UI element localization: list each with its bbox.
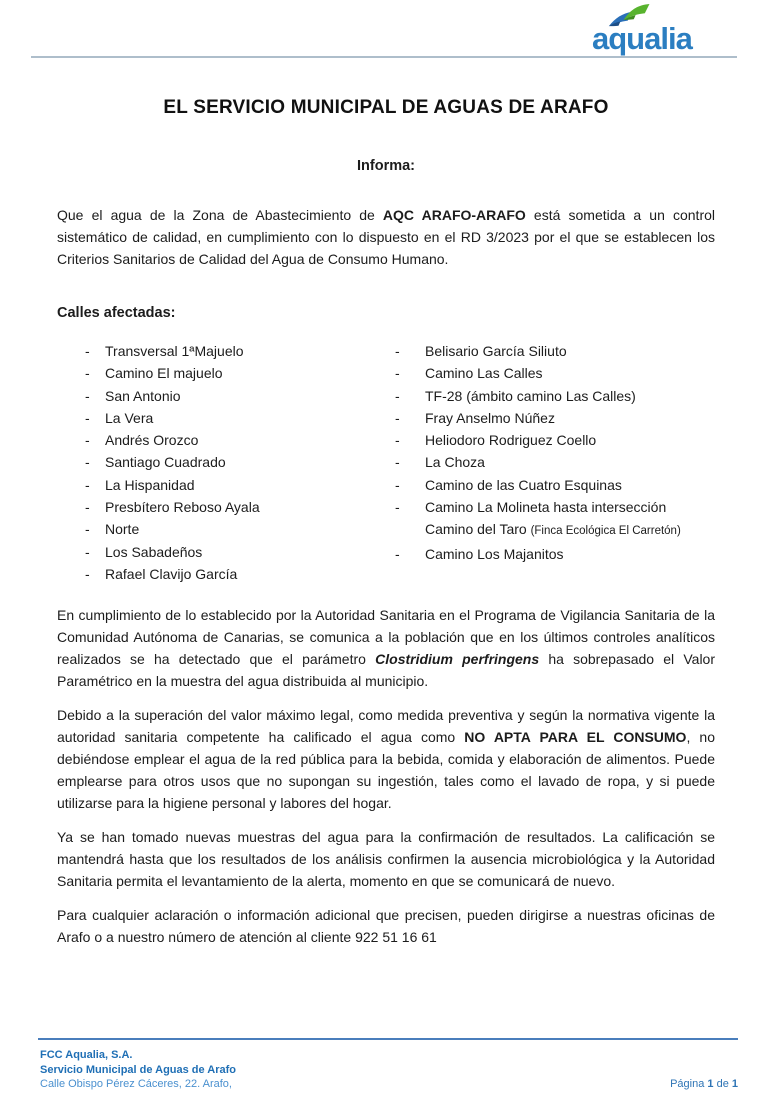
street-name: Fray Anselmo Núñez: [425, 409, 555, 426]
informa-heading: Informa:: [357, 158, 415, 174]
bullet-dash: -: [395, 343, 400, 359]
streets-right-list: [395, 340, 715, 585]
page-total: 1: [731, 1078, 738, 1090]
bullet-dash: -: [85, 543, 90, 560]
paragraph-text: ha sobrepasado el Valor Paramétrico en la muestra del agua distribuida al municipio.: [57, 651, 716, 690]
street-name: Camino La Molineta hasta intersección: [425, 499, 667, 516]
footer-address-block: [40, 1048, 236, 1092]
page-separator: de: [713, 1078, 732, 1090]
no-apta-bold: NO APTA PARA EL CONSUMO: [464, 729, 687, 746]
paragraph-text: está sometida a un control sistemático de calidad, en cumplimiento con lo dispuesto en el RD 3/2023 por el que se establecen los Criterios Sanitarios de Calidad del Agua de Consumo Humano.: [57, 207, 715, 267]
street-item: [57, 563, 395, 585]
bullet-dash: -: [395, 499, 400, 516]
street-name: La Hispanidad: [105, 476, 195, 493]
streets-left-list: [57, 340, 395, 585]
street-item: [57, 429, 395, 451]
street-name: Heliodoro Rodriguez Coello: [425, 432, 597, 449]
street-name-note: (Finca Ecológica El Carretón): [530, 525, 681, 538]
paragraph-control-calidad: [57, 204, 715, 270]
bullet-dash: -: [395, 454, 400, 471]
bullet-dash: -: [395, 387, 400, 404]
street-item: [395, 340, 715, 362]
bullet-dash: -: [395, 365, 400, 382]
footer-row: [40, 1048, 738, 1092]
street-name-second-line: [425, 518, 715, 542]
street-name: Camino Las Calles: [425, 365, 543, 382]
footer-address: Calle Obispo Pérez Cáceres, 22. Arafo,: [40, 1078, 232, 1090]
street-name: La Vera: [105, 409, 154, 426]
street-name: Transversal 1ªMajuelo: [105, 343, 244, 359]
bullet-dash: -: [85, 387, 90, 404]
page-label: Página: [670, 1078, 708, 1090]
street-item: [395, 474, 715, 496]
footer-divider: [38, 1038, 738, 1040]
zone-name-bold: AQC ARAFO-ARAFO: [382, 207, 526, 223]
street-item: [395, 407, 715, 429]
street-item: [395, 385, 715, 407]
street-item: [395, 451, 715, 473]
street-item: [57, 474, 395, 496]
bullet-dash: -: [85, 365, 90, 382]
footer-service: Servicio Municipal de Aguas de Arafo: [40, 1063, 237, 1076]
bullet-dash: -: [85, 409, 90, 426]
bullet-dash: -: [395, 476, 400, 493]
bullet-dash: -: [85, 499, 90, 516]
street-item: [57, 451, 395, 473]
street-name: Los Sabadeños: [105, 543, 203, 560]
bullet-dash: -: [85, 476, 90, 493]
page-current: 1: [707, 1078, 714, 1090]
street-item: [395, 496, 715, 543]
street-item: [57, 340, 395, 362]
paragraph-nuevas-muestras: Ya se han tomado nuevas muestras del agua para la confirmación de resultados. La calificación se mantendrá hasta que los resultados de los análisis confirmen la ausencia microbiológica y la Autoridad Sanitaria permita el levantamiento de la alerta, momento en que se comunicará de nuevo.: [57, 829, 715, 890]
street-name: La Choza: [425, 454, 485, 471]
street-item: [57, 385, 395, 407]
aqualia-logo-text: aqualia: [592, 21, 692, 56]
street-name: Belisario García Siliuto: [425, 343, 567, 359]
street-item: [57, 362, 395, 384]
paragraph-text: Debido a la superación del valor máximo legal, como medida preventiva y según la normativa vigente la autoridad sanitaria competente ha calificado el agua como: [57, 707, 715, 746]
footer: [0, 1038, 768, 1092]
paragraph-vigilancia: [57, 604, 715, 692]
footer-company: FCC Aqualia, S.A.: [40, 1049, 133, 1061]
paragraph-no-apta: [57, 704, 715, 814]
street-name: Camino del Taro: [425, 521, 531, 538]
street-name: Santiago Cuadrado: [105, 454, 226, 471]
street-name: Presbítero Reboso Ayala: [105, 499, 260, 516]
street-item: [57, 518, 395, 540]
paragraph-contacto: Para cualquier aclaración o información adicional que precisen, pueden dirigirse a nuestras oficinas de Arafo o a nuestro número de atención al cliente 922 51 16 61: [57, 907, 715, 946]
street-item: [57, 407, 395, 429]
document-body: [0, 58, 768, 948]
bullet-dash: -: [395, 432, 400, 449]
bullet-dash: -: [85, 343, 90, 359]
street-item: [395, 543, 715, 565]
bullet-dash: -: [85, 432, 90, 449]
street-name: Camino El majuelo: [105, 365, 223, 382]
paragraph-text: Que el agua de la Zona de Abastecimiento de: [57, 207, 383, 223]
paragraph-text: , no debiéndose emplear el agua de la red pública para la bebida, comida y elaboración de alimentos. Puede emplearse para otros usos que no supongan su ingestión, tales como el lavado de ropa, y si puede utilizarse para la higiene personal y labores del hogar.: [57, 729, 715, 812]
street-item: [395, 429, 715, 451]
street-name: TF-28 (ámbito camino Las Calles): [425, 387, 636, 404]
bullet-dash: -: [85, 521, 90, 538]
bullet-dash: -: [85, 454, 90, 471]
aqualia-logo: [592, 4, 722, 54]
bullet-dash: -: [395, 409, 400, 426]
page-title: EL SERVICIO MUNICIPAL DE AGUAS DE ARAFO: [163, 97, 609, 118]
street-name: Camino de las Cuatro Esquinas: [425, 476, 622, 493]
footer-page-number: [670, 1077, 738, 1092]
bullet-dash: -: [395, 545, 400, 562]
paragraph-text: En cumplimiento de lo establecido por la Autoridad Sanitaria en el Programa de Vigilancia Sanitaria de la Comunidad Autónoma de Canarias, se comunica a la población que en los últimos controles analíticos realizados se ha detectado que el parámetro: [57, 607, 715, 668]
calles-afectadas-heading: Calles afectadas:: [57, 305, 176, 321]
parameter-name-bold-italic: Clostridium perfringens: [375, 651, 540, 668]
streets-columns: [57, 340, 715, 585]
street-name: San Antonio: [105, 387, 181, 404]
bullet-dash: -: [85, 565, 90, 582]
street-name: Norte: [105, 521, 140, 538]
street-name: Andrés Orozco: [105, 432, 199, 449]
street-name: Camino Los Majanitos: [425, 545, 564, 562]
street-name: Rafael Clavijo García: [105, 565, 238, 582]
street-item: [395, 362, 715, 384]
street-item: [57, 541, 395, 563]
street-item: [57, 496, 395, 518]
